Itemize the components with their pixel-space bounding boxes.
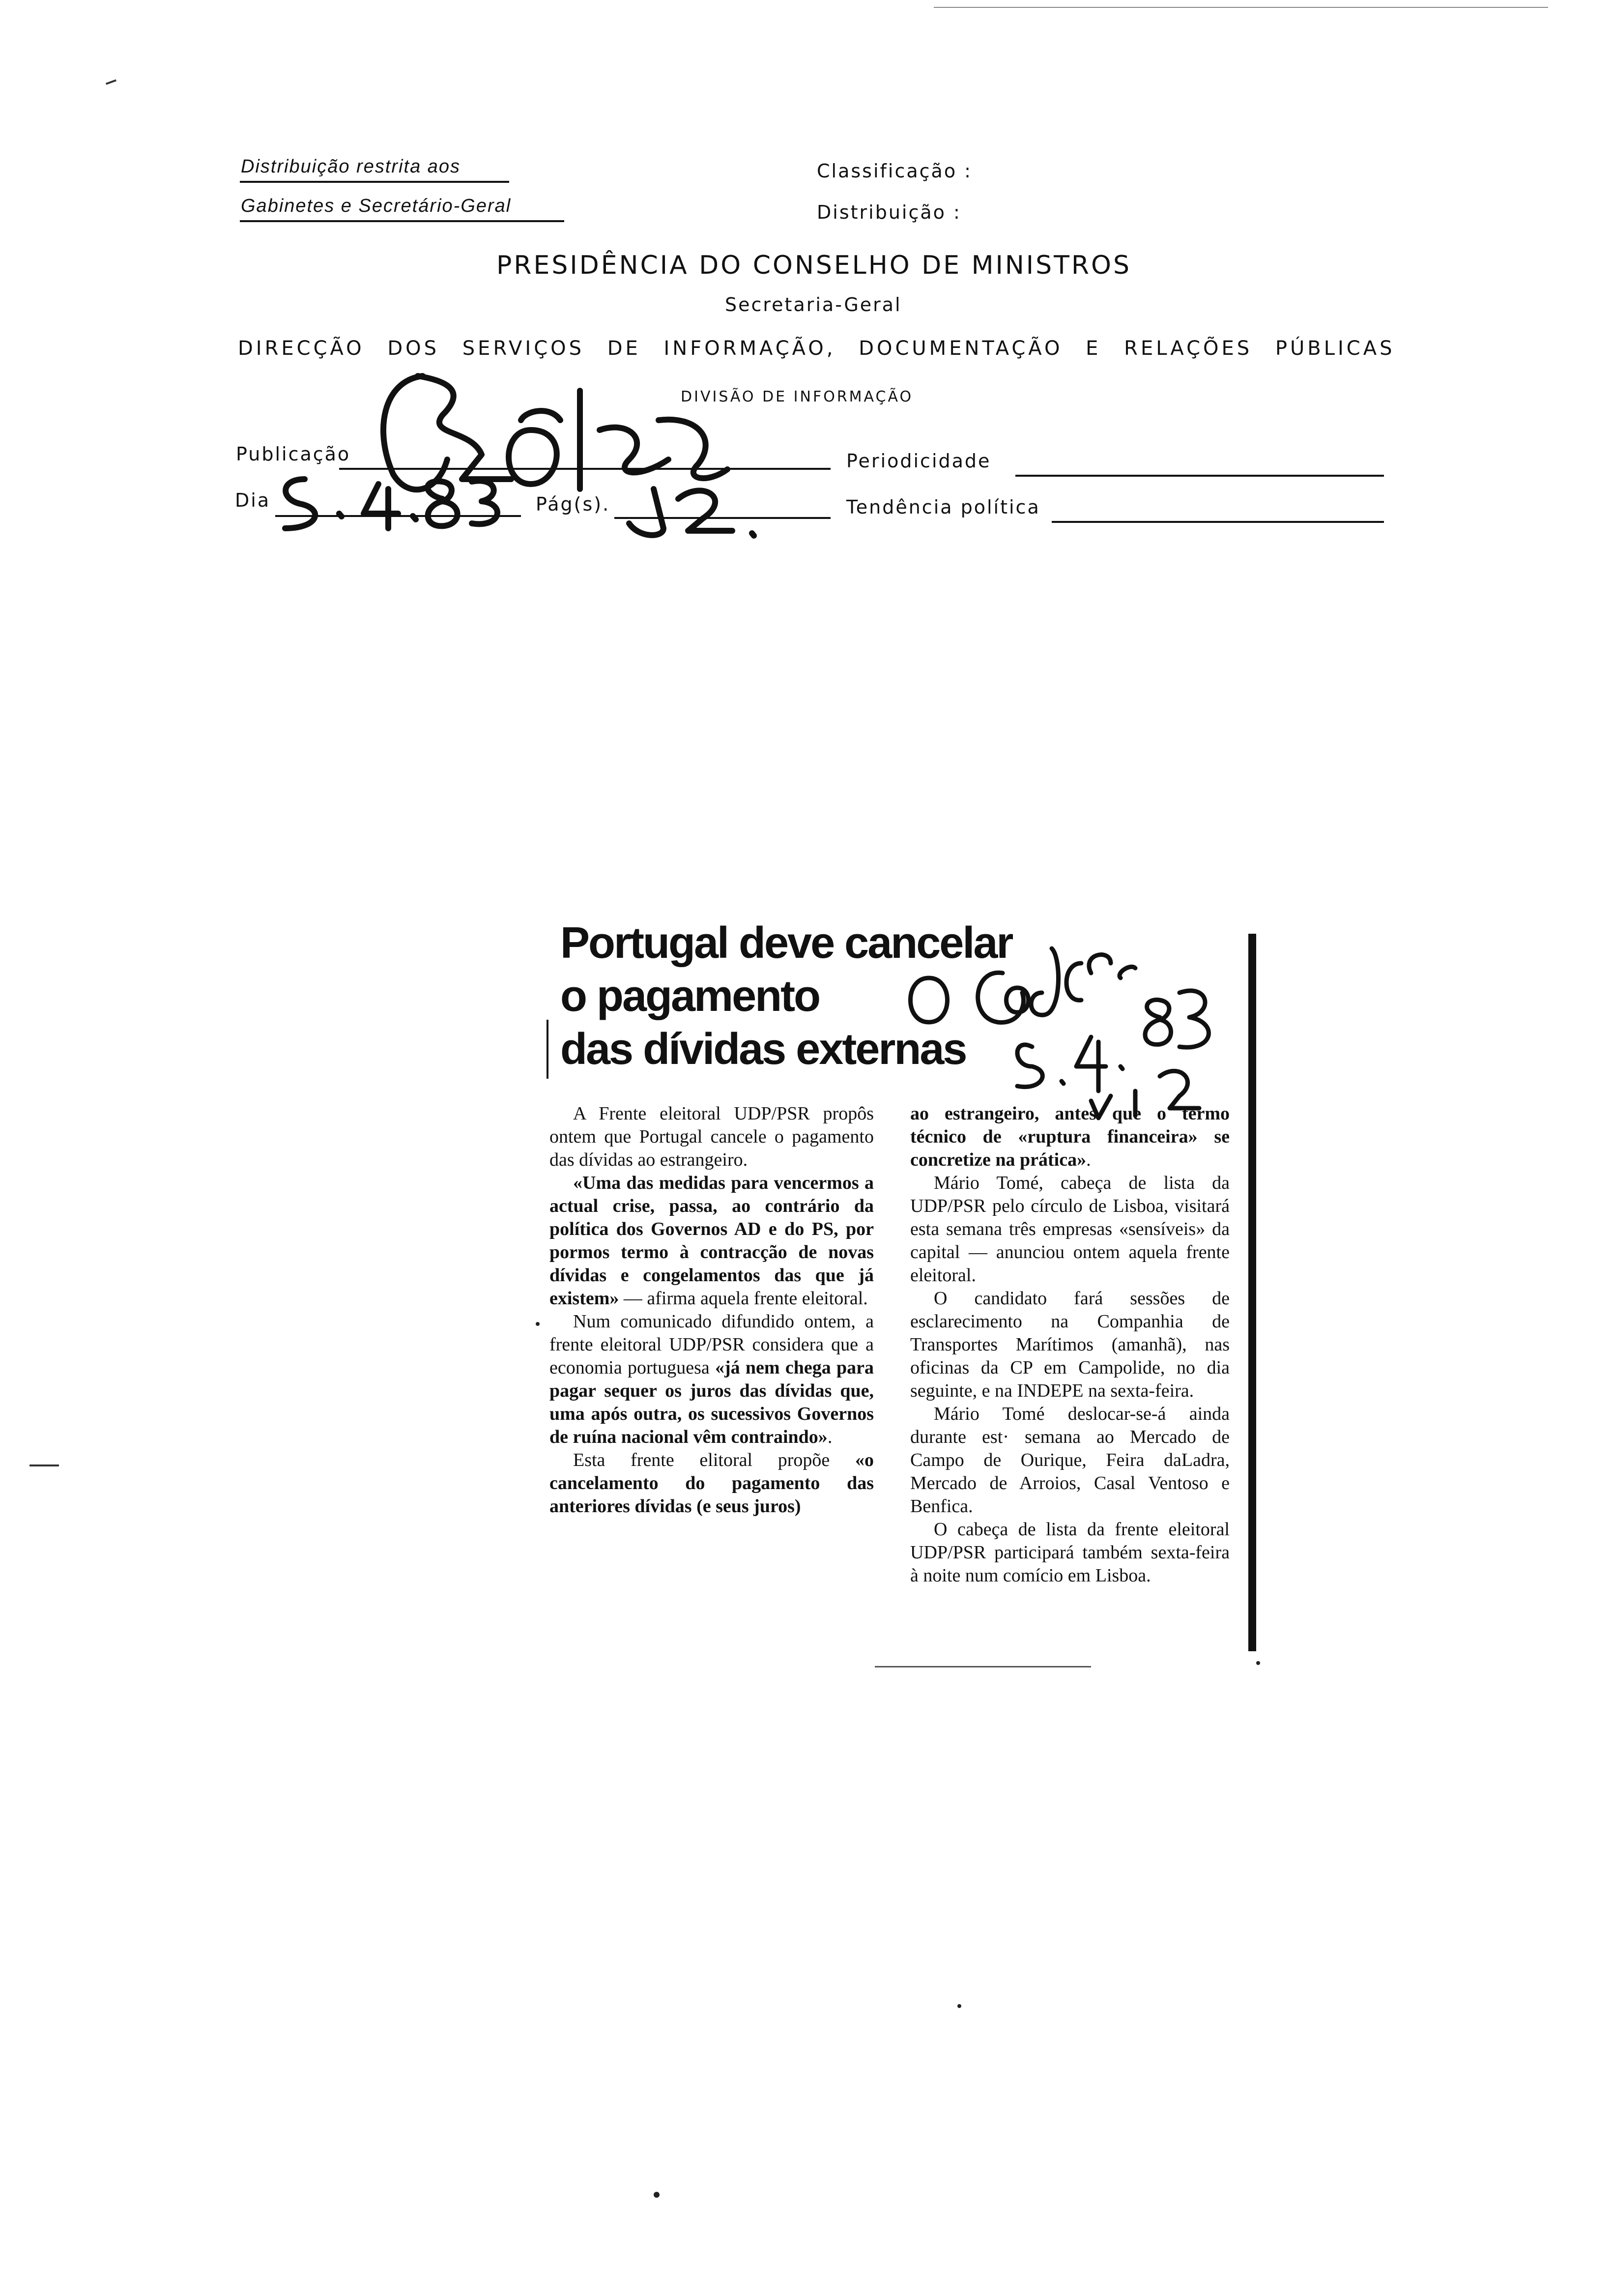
paragraph: Mário Tomé, cabeça de lista da UDP/PSR pelo círculo de Lisboa, visitará esta semana três empresas «sensíveis» da capital — anunciou ontem aquela frente eleitoral. (910, 1173, 1230, 1286)
day-label: Dia (235, 489, 271, 511)
bold-quote: «o cancelamento do pagamento das anteriores dívidas (e seus juros) (549, 1450, 874, 1517)
margin-mark (29, 1464, 59, 1466)
scan-speck (957, 2004, 961, 2008)
restricted-distribution-line1: Distribuição restrita aos (241, 156, 461, 177)
paragraph (549, 1310, 874, 1449)
scan-speck (654, 2192, 660, 2198)
paragraph-tail: — afirma aquela frente eleitoral. (619, 1288, 868, 1309)
handwritten-date-mark (275, 474, 506, 533)
clipping-bottom-dash (875, 1666, 1091, 1667)
restricted-underline-1 (240, 181, 509, 183)
paragraph: O cabeça de lista da frente eleitoral UDP/PSR participará também sexta-feira à noite num comício em Lisboa. (910, 1519, 1230, 1586)
scan-speck (1256, 1661, 1260, 1665)
clipping-right-border (1248, 934, 1256, 1651)
bold-quote: ao estrangeiro, antes que o termo técnico de «ruptura financeira» se concretize na prática» (910, 1103, 1230, 1170)
presidency-title: PRESIDÊNCIA DO CONSELHO DE MINISTROS (496, 251, 1131, 280)
tendency-fill-line (1052, 521, 1384, 523)
handwritten-clipping-annotation (904, 944, 1229, 1120)
article-column-1 (549, 1102, 874, 1518)
headline-line-1: Portugal deve cancelar (560, 918, 1012, 968)
paragraph-lead: Esta frente elitoral propõe (573, 1450, 855, 1470)
political-tendency-label: Tendência política (846, 496, 1040, 518)
bold-quote: «já nem chega para pagar sequer os juros das dívidas que, uma após outra, os sucessivos Governos de ruína nacional vêm contraindo» (549, 1357, 874, 1447)
margin-mark (106, 79, 116, 85)
bold-quote: «Uma das medidas para vencermos a actual crise, passa, ao contrário da política dos Governos AD e do PS, por pormos termo à contracção de novas dívidas e congelamentos das que já existem» (549, 1173, 874, 1309)
left-margin-rule (547, 1020, 548, 1079)
paragraph-tail: . (827, 1427, 833, 1447)
periodicity-label: Periodicidade (846, 450, 991, 472)
distribution-label: Distribuição : (817, 201, 961, 223)
headline-line-3: das dívidas externas (560, 1025, 966, 1074)
paragraph-tail: . (1086, 1149, 1091, 1170)
division-line: DIVISÃO DE INFORMAÇÃO (681, 388, 914, 405)
article-column-2 (910, 1102, 1230, 1587)
paragraph (910, 1102, 1230, 1172)
scan-edge-mark (934, 7, 1548, 8)
secretariat-subtitle: Secretaria-Geral (725, 294, 902, 316)
classification-label: Classificação : (817, 160, 972, 182)
directorate-line: DIRECÇÃO DOS SERVIÇOS DE INFORMAÇÃO, DOCUMENTAÇÃO E RELAÇÕES PÚBLICAS (238, 337, 1395, 360)
publication-label: Publicação (236, 443, 351, 465)
handwritten-page-mark (619, 484, 767, 543)
paragraph: Mário Tomé deslocar-se-á ainda durante est· semana ao Mercado de Campo de Ourique, Feira daLadra, Mercado de Arroios, Casal Ventoso e Benfica. (910, 1404, 1230, 1517)
paragraph: A Frente eleitoral UDP/PSR propôs ontem que Portugal cancele o pagamento das dívidas ao estrangeiro. (549, 1103, 874, 1170)
pages-label: Pág(s). (536, 493, 610, 515)
periodicity-fill-line (1015, 475, 1384, 477)
paragraph-lead: Num comunicado difundido ontem, a frente eleitoral UDP/PSR considera que a economia portuguesa (549, 1311, 874, 1378)
paragraph (549, 1449, 874, 1518)
headline-line-2: o pagamento (560, 972, 820, 1021)
paragraph: O candidato fará sessões de esclarecimento na Companhia de Transportes Marítimos (amanhã), nas oficinas da CP em Campolide, no dia seguinte, e na INDEPE na sexta-feira. (910, 1288, 1230, 1401)
scan-speck (536, 1322, 540, 1326)
paragraph (549, 1172, 874, 1310)
restricted-underline-2 (240, 220, 564, 222)
restricted-distribution-line2: Gabinetes e Secretário-Geral (241, 196, 512, 216)
